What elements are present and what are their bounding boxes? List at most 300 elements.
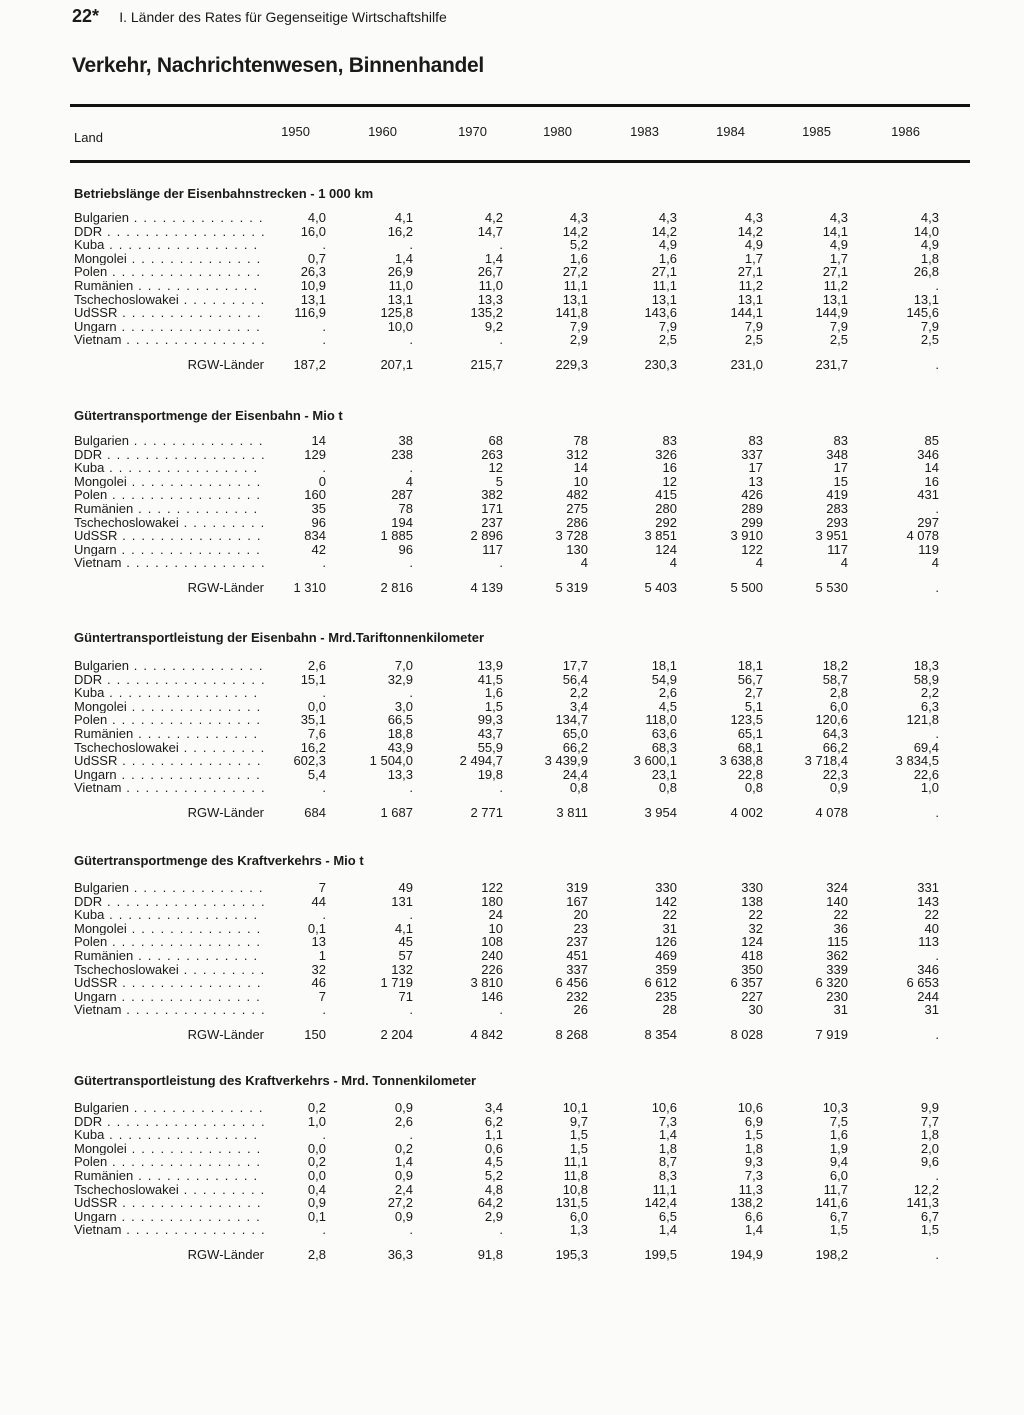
value-cell: 9,7 [569,1113,588,1129]
section-table [0,881,1024,1043]
total-value-cell: 150 [304,1026,326,1042]
table-row [0,1128,1024,1142]
value-cell: 834 [304,528,326,544]
value-cell: 275 [566,500,588,516]
value-cell: 96 [311,514,326,530]
value-cell: 57 [398,947,413,963]
value-cell: 6,2 [484,1113,503,1129]
value-cell: 11,2 [738,277,763,293]
section-title: Gütertransportmenge des Kraftverkehrs - Mio t [74,853,364,868]
table-row [0,1210,1024,1224]
value-cell: 2 896 [470,528,503,544]
section-title: Gütertransportmenge der Eisenbahn - Mio t [74,408,343,423]
value-cell: 2,9 [569,332,588,348]
value-cell: 0,0 [307,1167,326,1183]
value-cell: 13 [748,473,763,489]
table-row [0,448,1024,462]
value-cell: . [409,907,413,923]
value-cell: 14,2 [651,223,677,239]
table-row [0,461,1024,475]
value-cell: 3 834,5 [895,753,939,769]
country-name: Tschechoslowakei . . . [74,741,264,755]
value-cell: 4,2 [484,210,503,225]
value-cell: 6,7 [920,1208,939,1224]
value-cell: 83 [748,433,763,448]
value-cell: 237 [481,514,503,530]
section-title: Güntertransportleistung der Eisenbahn - Mrd.Tariftonnenkilometer [74,630,485,645]
value-cell: 2,2 [920,685,939,701]
value-cell: 482 [566,487,588,503]
value-cell: 126 [655,934,677,950]
value-cell: 11,1 [652,277,677,293]
total-label: RGW-Länder [187,579,264,595]
value-cell: 337 [741,446,763,462]
country-name: DDR . . . [74,673,264,687]
value-cell: 240 [481,947,503,963]
value-cell: . [322,332,326,348]
total-value-cell: 229,3 [555,356,588,372]
value-cell: 4,3 [829,210,848,225]
value-cell: . [935,725,939,741]
value-cell: 15,1 [300,671,326,687]
value-cell: 4,3 [920,210,939,225]
total-value-cell: 4 842 [470,1026,503,1042]
value-cell: 9,2 [484,318,503,334]
table-row [0,1101,1024,1115]
total-value-cell: 8 268 [555,1026,588,1042]
value-cell: 13,1 [651,291,677,307]
value-cell: 129 [304,446,326,462]
value-cell: 132 [391,961,413,977]
value-cell: 17 [748,460,763,476]
value-cell: . [935,947,939,963]
total-row [0,1247,1024,1263]
table-row [0,306,1024,320]
value-cell: 121,8 [906,712,939,728]
value-cell: 36 [833,920,848,936]
value-cell: 6,0 [829,1167,848,1183]
value-cell: 10,8 [562,1181,588,1197]
section-title: Betriebslänge der Eisenbahnstrecken - 1 000 km [74,186,374,201]
total-value-cell: 8 028 [730,1026,763,1042]
value-cell: 299 [741,514,763,530]
value-cell: 2,9 [484,1208,503,1224]
value-cell: 292 [655,514,677,530]
value-cell: 7,9 [920,318,939,334]
value-cell: 14,2 [737,223,763,239]
value-cell: 14,1 [822,223,848,239]
value-cell: 40 [924,920,939,936]
total-value-cell: . [935,804,939,820]
value-cell: 1,6 [484,685,503,701]
value-cell: 0 [318,473,326,489]
value-cell: 31 [924,1002,939,1018]
value-cell: 4 [580,555,588,571]
value-cell: 3 910 [730,528,763,544]
value-cell: 180 [481,893,503,909]
section-title: Gütertransportleistung des Kraftverkehrs - Mrd. Tonnenkilometer [74,1073,477,1088]
value-cell: 11,0 [478,277,503,293]
value-cell: 7,9 [829,318,848,334]
value-cell: 26,7 [477,264,503,280]
value-cell: 134,7 [555,712,588,728]
section-table [0,211,1024,373]
value-cell: 17,7 [562,658,588,673]
value-cell: 6,3 [920,698,939,714]
value-cell: . [409,780,413,796]
value-cell: 10,3 [822,1100,848,1115]
country-name: UdSSR . . . [74,976,264,990]
value-cell: 13,1 [913,291,939,307]
value-cell: 4,0 [307,210,326,225]
value-cell: 26,3 [300,264,326,280]
table-row [0,333,1024,347]
country-name: Kuba . . . [74,238,264,252]
value-cell: 2,7 [744,685,763,701]
country-name: DDR . . . [74,1115,264,1129]
value-cell: 312 [566,446,588,462]
table-row [0,225,1024,239]
country-name: Tschechoslowakei . . . [74,516,264,530]
total-value-cell: 4 139 [470,579,503,595]
value-cell: 418 [741,947,763,963]
value-cell: . [409,685,413,701]
value-cell: 6 653 [906,975,939,991]
value-cell: 10,6 [651,1100,677,1115]
value-cell: 1 504,0 [369,753,413,769]
value-cell: 2,6 [307,658,326,673]
country-name: Ungarn . . . [74,320,264,334]
value-cell: 68,1 [737,739,763,755]
value-cell: 1,4 [658,1127,677,1143]
value-cell: . [322,555,326,571]
value-cell: 1,7 [829,250,848,266]
value-cell: 13,1 [822,291,848,307]
value-cell: 22,3 [822,766,848,782]
value-cell: 27,1 [737,264,763,280]
value-cell: 283 [826,500,848,516]
value-cell: 4 [755,555,763,571]
value-cell: 337 [566,961,588,977]
value-cell: 3,4 [484,1100,503,1115]
country-name: Mongolei . . . [74,922,264,936]
value-cell: 43,7 [477,725,503,741]
value-cell: 4,9 [920,237,939,253]
table-row [0,781,1024,795]
table-row [0,434,1024,448]
value-cell: 16 [924,473,939,489]
table-row [0,238,1024,252]
value-cell: 1,8 [658,1140,677,1156]
value-cell: 64,3 [822,725,848,741]
value-cell: 7,7 [920,1113,939,1129]
country-name: UdSSR . . . [74,529,264,543]
value-cell: . [322,1127,326,1143]
value-cell: 122 [741,541,763,557]
book-part-title: I. Länder des Rates für Gegenseitige Wirtschaftshilfe [119,9,447,25]
value-cell: 0,0 [307,698,326,714]
value-cell: 0,9 [394,1167,413,1183]
year-header: 1960 [368,124,397,139]
value-cell: 115 [827,934,848,950]
value-cell: 10,1 [562,1100,588,1115]
value-cell: 14 [311,433,326,448]
value-cell: 2,6 [658,685,677,701]
value-cell: 27,2 [562,264,588,280]
value-cell: 160 [304,487,326,503]
value-cell: 3 728 [555,528,588,544]
value-cell: 0,9 [307,1195,326,1211]
value-cell: 96 [398,541,413,557]
value-cell: 419 [826,487,848,503]
value-cell: 32 [311,961,326,977]
table-row [0,700,1024,714]
value-cell: 13,9 [477,658,503,673]
value-cell: 7,6 [307,725,326,741]
value-cell: . [409,332,413,348]
country-name: UdSSR . . . [74,306,264,320]
total-value-cell: 5 500 [730,579,763,595]
value-cell: 118,0 [645,712,677,728]
country-name: Kuba . . . [74,1128,264,1142]
value-cell: 1,8 [744,1140,763,1156]
table-row [0,713,1024,727]
total-value-cell: 684 [304,804,326,820]
value-cell: 119 [918,541,939,557]
value-cell: 330 [655,880,677,895]
total-value-cell: 4 078 [815,804,848,820]
value-cell: 7,3 [658,1113,677,1129]
table-row [0,990,1024,1004]
value-cell: 131 [391,893,413,909]
value-cell: 5 [495,473,503,489]
table-row [0,502,1024,516]
value-cell: 1,4 [658,1222,677,1238]
value-cell: 31 [833,1002,848,1018]
table-row [0,1183,1024,1197]
value-cell: 0,0 [307,1140,326,1156]
value-cell: 6 357 [730,975,763,991]
country-name: Bulgarien . . . [74,881,264,895]
value-cell: 14,2 [562,223,588,239]
value-cell: 11,1 [563,277,588,293]
table-row [0,727,1024,741]
value-cell: 108 [481,934,503,950]
table-row [0,895,1024,909]
value-cell: 124 [655,541,677,557]
value-cell: 22 [748,907,763,923]
value-cell: . [935,277,939,293]
value-cell: 65,0 [562,725,588,741]
value-cell: 26,8 [913,264,939,280]
value-cell: 11,2 [823,277,848,293]
value-cell: 13,1 [387,291,413,307]
value-cell: 1,8 [920,250,939,266]
value-cell: 6 612 [644,975,677,991]
value-cell: 71 [398,988,413,1004]
value-cell: 85 [924,433,939,448]
country-name: Bulgarien . . . [74,211,264,225]
total-value-cell: . [935,1246,939,1262]
table-row [0,1169,1024,1183]
total-row [0,580,1024,596]
value-cell: 16,2 [387,223,413,239]
value-cell: 244 [917,988,939,1004]
table-header [0,124,1024,144]
value-cell: 13,1 [300,291,326,307]
country-name: Bulgarien . . . [74,434,264,448]
value-cell: 293 [826,514,848,530]
total-value-cell: 8 354 [644,1026,677,1042]
value-cell: 1,5 [920,1222,939,1238]
value-cell: 83 [833,433,848,448]
value-cell: . [409,555,413,571]
value-cell: 2,2 [569,685,588,701]
country-name: Tschechoslowakei . . . [74,293,264,307]
value-cell: 11,1 [563,1154,588,1170]
value-cell: 8,7 [658,1154,677,1170]
country-name: Kuba . . . [74,686,264,700]
table-row [0,908,1024,922]
value-cell: 117 [827,541,848,557]
value-cell: 131,5 [555,1195,588,1211]
value-cell: 2 494,7 [459,753,503,769]
country-name: Polen . . . [74,1155,264,1169]
year-header: 1970 [458,124,487,139]
value-cell: 4,3 [744,210,763,225]
table-row [0,279,1024,293]
table-row [0,1003,1024,1017]
value-cell: . [322,780,326,796]
value-cell: 426 [741,487,763,503]
value-cell: 13,3 [387,766,413,782]
value-cell: 141,8 [555,305,588,321]
value-cell: 56,4 [562,671,588,687]
value-cell: 69,4 [913,739,939,755]
total-value-cell: 198,2 [815,1246,848,1262]
country-name: Rumänien . . . [74,727,264,741]
value-cell: 113 [918,934,939,950]
value-cell: 346 [917,446,939,462]
value-cell: 2,5 [744,332,763,348]
value-cell: 27,1 [822,264,848,280]
value-cell: 2,5 [829,332,848,348]
value-cell: 78 [573,433,588,448]
value-cell: 10,9 [300,277,326,293]
value-cell: 20 [573,907,588,923]
total-value-cell: 187,2 [293,356,326,372]
country-name: Rumänien . . . [74,949,264,963]
value-cell: . [409,237,413,253]
value-cell: 469 [655,947,677,963]
value-cell: 130 [566,541,588,557]
value-cell: 116,9 [294,305,326,321]
value-cell: 138 [741,893,763,909]
value-cell: 6,6 [744,1208,763,1224]
country-name: Mongolei . . . [74,700,264,714]
value-cell: 14,7 [477,223,503,239]
total-value-cell: 4 002 [730,804,763,820]
value-cell: 123,5 [730,712,763,728]
value-cell: 11,3 [738,1181,763,1197]
value-cell: 78 [398,500,413,516]
country-name: Tschechoslowakei . . . [74,963,264,977]
total-row [0,1027,1024,1043]
total-label: RGW-Länder [187,1026,264,1042]
total-value-cell: 2 204 [380,1026,413,1042]
value-cell: 3 718,4 [804,753,848,769]
value-cell: 4,5 [658,698,677,714]
value-cell: 4,1 [394,210,413,225]
total-value-cell: 5 319 [555,579,588,595]
value-cell: 7,9 [658,318,677,334]
value-cell: 0,9 [829,780,848,796]
value-cell: 4 078 [906,528,939,544]
country-name: Vietnam . . . [74,1003,264,1017]
value-cell: 24 [488,907,503,923]
value-cell: 235 [655,988,677,1004]
value-cell: 23 [573,920,588,936]
value-cell: 9,4 [829,1154,848,1170]
value-cell: . [409,460,413,476]
value-cell: 12 [488,460,503,476]
value-cell: 142,4 [644,1195,677,1211]
value-cell: 144,1 [730,305,763,321]
value-cell: 3 439,9 [544,753,588,769]
country-name: DDR . . . [74,225,264,239]
value-cell: 4 [405,473,413,489]
value-cell: 41,5 [477,671,503,687]
total-label: RGW-Länder [187,1246,264,1262]
value-cell: 227 [741,988,763,1004]
value-cell: 226 [481,961,503,977]
value-cell: . [409,1127,413,1143]
value-cell: 263 [481,446,503,462]
value-cell: . [322,685,326,701]
table-row [0,211,1024,225]
value-cell: 66,2 [822,739,848,755]
country-name: Mongolei . . . [74,475,264,489]
value-cell: 0,2 [394,1140,413,1156]
value-cell: 3 851 [644,528,677,544]
value-cell: 46 [311,975,326,991]
country-name: Vietnam . . . [74,781,264,795]
total-value-cell: 91,8 [477,1246,503,1262]
value-cell: 18,8 [387,725,413,741]
value-cell: 326 [655,446,677,462]
value-cell: 14,0 [913,223,939,239]
value-cell: 16 [662,460,677,476]
value-cell: 6,9 [744,1113,763,1129]
country-name: DDR . . . [74,448,264,462]
value-cell: 4,8 [484,1181,503,1197]
table-row [0,686,1024,700]
value-cell: 2,5 [658,332,677,348]
value-cell: 359 [655,961,677,977]
country-name: Bulgarien . . . [74,659,264,673]
value-cell: 0,7 [307,250,326,266]
value-cell: 120,6 [815,712,848,728]
value-cell: 43,9 [387,739,413,755]
value-cell: 146 [481,988,503,1004]
value-cell: 6 320 [815,975,848,991]
value-cell: 11,1 [652,1181,677,1197]
year-header: 1984 [716,124,745,139]
value-cell: . [322,907,326,923]
table-row [0,976,1024,990]
value-cell: 49 [398,880,413,895]
value-cell: 24,4 [562,766,588,782]
